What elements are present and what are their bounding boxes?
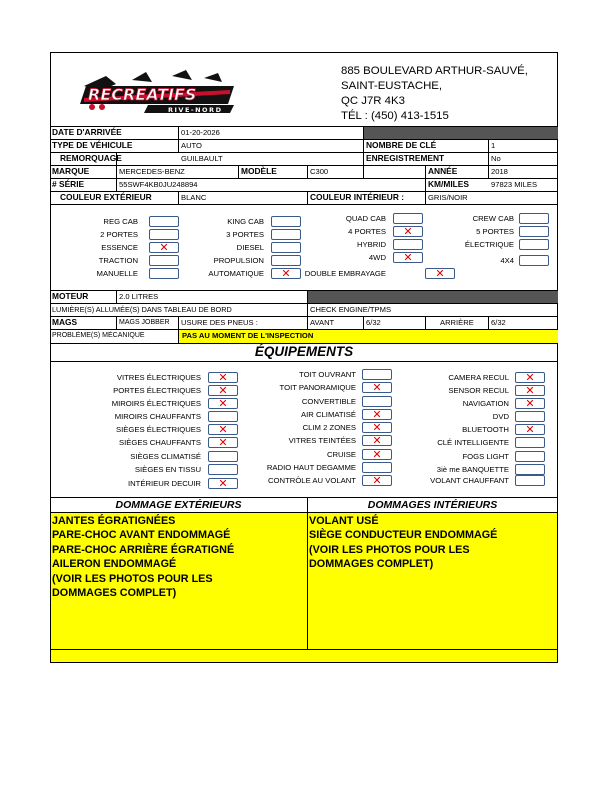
equipement-checkbox[interactable] [515,451,545,462]
body-option-label: MANUELLE [96,269,138,278]
equipement-checkbox[interactable] [515,464,545,475]
equipement-label: NAVIGATION [462,399,509,408]
checked-x-icon: ✕ [525,397,535,410]
value-date-arrivee: 01-20-2026 [181,128,220,137]
equipement-checkbox[interactable] [515,385,545,396]
body-option-label: 4X4 [500,256,514,265]
checked-x-icon: ✕ [218,436,228,449]
dommage-ext-line: AILERON ENDOMMAGÉ [52,558,177,571]
dommage-ext-line: DOMMAGES COMPLET) [52,587,177,599]
checked-x-icon: ✕ [525,423,535,436]
gray-block-top [363,126,558,139]
value-arriere: 6/32 [491,318,506,327]
address-line-3: QC J7R 4K3 [341,95,405,107]
dommage-ext-line: PARE-CHOC AVANT ENDOMMAGÉ [52,529,231,542]
body-option-label: 4WD [368,253,386,262]
label-date-arrivee: DATE D'ARRIVÉE [52,127,122,137]
equipement-label: AIR CLIMATISÉ [301,410,356,419]
equipement-label: SIÈGES ÉLECTRIQUES [115,425,201,434]
value-remorquage: GUILBAULT [181,154,223,163]
label-marque: MARQUE [52,166,90,176]
body-option-label: REG CAB [103,217,138,226]
footer-bar [51,650,557,662]
checked-x-icon: ✕ [218,477,228,490]
equipement-label: TOIT PANORAMIQUE [279,383,356,392]
equipement-label: CLÉ INTELLIGENTE [437,438,509,447]
value-type-vehicule: AUTO [181,141,202,150]
dommage-int-title: DOMMAGES INTÉRIEURS [367,499,498,511]
logo-wordmark: RECREATIFS [88,85,197,104]
body-option-label: AUTOMATIQUE [208,269,264,278]
checked-x-icon: ✕ [403,251,413,264]
checked-x-icon: ✕ [159,241,169,254]
dommage-int-line: (VOIR LES PHOTOS POUR LES [309,543,470,556]
checked-x-icon: ✕ [372,381,382,394]
label-moteur: MOTEUR [52,291,89,301]
equipement-label: SIÈGES CHAUFFANTS [118,438,201,447]
logo-tagline: RIVE-NORD [168,106,223,114]
equipement-label: VITRES TEINTÉES [288,436,356,445]
label-serie: # SÉRIE [52,179,85,189]
dommage-ext-line: (VOIR LES PHOTOS POUR LES [52,572,213,585]
dommage-ext-line: JANTES ÉGRATIGNÉES [52,515,176,527]
label-mags: MAGS [52,317,78,327]
checked-x-icon: ✕ [372,434,382,447]
label-annee: ANNÉE [428,166,458,176]
equipement-label: VOLANT CHAUFFANT [430,476,509,485]
label-km-miles: KM/MILES [428,179,469,189]
dommage-int-line: VOLANT USÉ [309,515,379,527]
equipement-label: CLIM 2 ZONES [302,423,356,432]
equipement-label: FOGS LIGHT [462,452,509,461]
value-nombre-cle: 1 [491,141,496,150]
equipement-checkbox[interactable] [515,437,545,448]
value-couleur-int: GRIS/NOIR [428,193,468,202]
value-moteur: 2.0 LITRES [119,292,159,301]
checked-x-icon: ✕ [403,225,413,238]
value-mags: MAGS JOBBER [119,319,170,326]
address-line-2: SAINT-EUSTACHE, [341,80,443,92]
label-avant: AVANT [310,318,335,327]
checked-x-icon: ✕ [372,408,382,421]
checked-x-icon: ✕ [218,397,228,410]
body-option-checkbox[interactable] [519,226,549,237]
equipement-label: CONVERTIBLE [301,397,356,406]
label-enregistrement: ENREGISTREMENT [366,153,445,163]
body-option-label: 5 PORTES [476,227,514,236]
checked-x-icon: ✕ [218,384,228,397]
value-lumieres: CHECK ENGINE/TPMS [310,305,392,314]
equipement-label: CRUISE [326,450,356,459]
equipement-label: CAMERA RECUL [448,373,509,382]
value-km-miles: 97823 MILES [491,180,538,189]
equipement-label: MIROIRS CHAUFFANTS [114,412,201,421]
value-probleme: PAS AU MOMENT DE L'INSPECTION [182,331,314,340]
dommage-ext-line: PARE-CHOC ARRIÈRE ÉGRATIGNÉ [52,543,235,556]
gray-block-moteur [307,290,558,303]
label-nombre-cle: NOMBRE DE CLÉ [366,140,437,150]
checked-x-icon: ✕ [525,371,535,384]
equipement-label: MIROIRS ÉLECTRIQUES [111,399,201,408]
equipement-checkbox[interactable] [515,424,545,435]
equipement-label: SENSOR RECUL [448,386,509,395]
equipement-label: PORTES ÉLECTRIQUES [113,386,201,395]
body-option-label: CREW CAB [472,214,514,223]
body-option-label: KING CAB [227,217,264,226]
address-phone: TÉL : (450) 413-1515 [341,110,449,122]
label-modele: MODÈLE [241,166,277,176]
equipement-label: DVD [492,412,509,421]
checked-x-icon: ✕ [372,448,382,461]
label-probleme: PROBLÈME(S) MÉCANIQUE [52,332,145,339]
address-line-1: 885 BOULEVARD ARTHUR-SAUVÉ, [341,65,528,77]
value-enregistrement: No [491,154,501,163]
body-option-label: ESSENCE [101,243,138,252]
recreatifs-logo [76,64,238,114]
equipement-label: CONTRÔLE AU VOLANT [268,476,356,485]
checked-x-icon: ✕ [372,474,382,487]
body-option-checkbox[interactable] [519,213,549,224]
body-option-label: PROPULSION [213,256,264,265]
body-option-label: 4 PORTES [348,227,386,236]
value-couleur-ext: BLANC [181,193,207,202]
checked-x-icon: ✕ [281,267,291,280]
dommage-int-line: SIÈGE CONDUCTEUR ENDOMMAGÉ [309,529,498,542]
checked-x-icon: ✕ [435,267,445,280]
body-option-label: DIESEL [236,243,264,252]
checked-x-icon: ✕ [218,423,228,436]
equipement-checkbox[interactable] [515,475,545,486]
label-remorquage: REMORQUAGE [60,153,122,163]
body-option-label: DOUBLE EMBRAYAGE [304,269,386,278]
checked-x-icon: ✕ [218,371,228,384]
label-couleur-int: COULEUR INTÉRIEUR : [310,192,404,202]
equipement-label: SIÈGES CLIMATISÉ [130,452,201,461]
body-option-checkbox[interactable] [519,255,549,266]
equipement-label: RADIO HAUT DEGAMME [266,463,356,472]
body-option-label: 2 PORTES [100,230,138,239]
body-option-label: HYBRID [356,240,386,249]
equipement-checkbox[interactable] [515,372,545,383]
label-lumieres: LUMIÈRE(S) ALLUMÉE(S) DANS TABLEAU DE BORD [52,305,232,314]
body-option-label: TRACTION [98,256,138,265]
label-arriere: ARRIÈRE [440,318,474,327]
value-serie: 55SWF4KB0JU248894 [119,180,198,189]
equipement-checkbox[interactable] [515,411,545,422]
equipement-label: SIÈGES EN TISSU [134,465,201,474]
equipement-label: INTÉRIEUR DECUIR [127,479,201,488]
label-usure-pneus: USURE DES PNEUS : [181,318,258,327]
equipement-checkbox[interactable] [515,398,545,409]
equipement-label: 3iè me BANQUETTE [436,465,509,474]
body-option-label: ÉLECTRIQUE [464,240,514,249]
dommage-int-line: DOMMAGES COMPLET) [309,558,434,571]
checked-x-icon: ✕ [372,421,382,434]
body-option-checkbox[interactable] [425,268,455,279]
value-modele: C300 [310,167,329,176]
body-option-checkbox[interactable] [519,239,549,250]
checked-x-icon: ✕ [525,384,535,397]
body-option-label: QUAD CAB [345,214,386,223]
dommage-ext-title: DOMMAGE EXTÉRIEURS [115,499,242,511]
label-couleur-ext: COULEUR EXTÉRIEUR [60,192,152,202]
equipement-label: VITRES ÉLECTRIQUES [116,373,201,382]
equipement-label: BLUETOOTH [462,425,509,434]
label-type-vehicule: TYPE DE VÉHICULE [52,140,133,150]
value-avant: 6/32 [366,318,381,327]
value-marque: MERCEDES-BENZ [119,167,185,176]
value-annee: 2018 [491,167,508,176]
equipements-title: ÉQUIPEMENTS [254,344,354,359]
equipement-label: TOIT OUVRANT [299,370,356,379]
body-option-label: 3 PORTES [226,230,264,239]
